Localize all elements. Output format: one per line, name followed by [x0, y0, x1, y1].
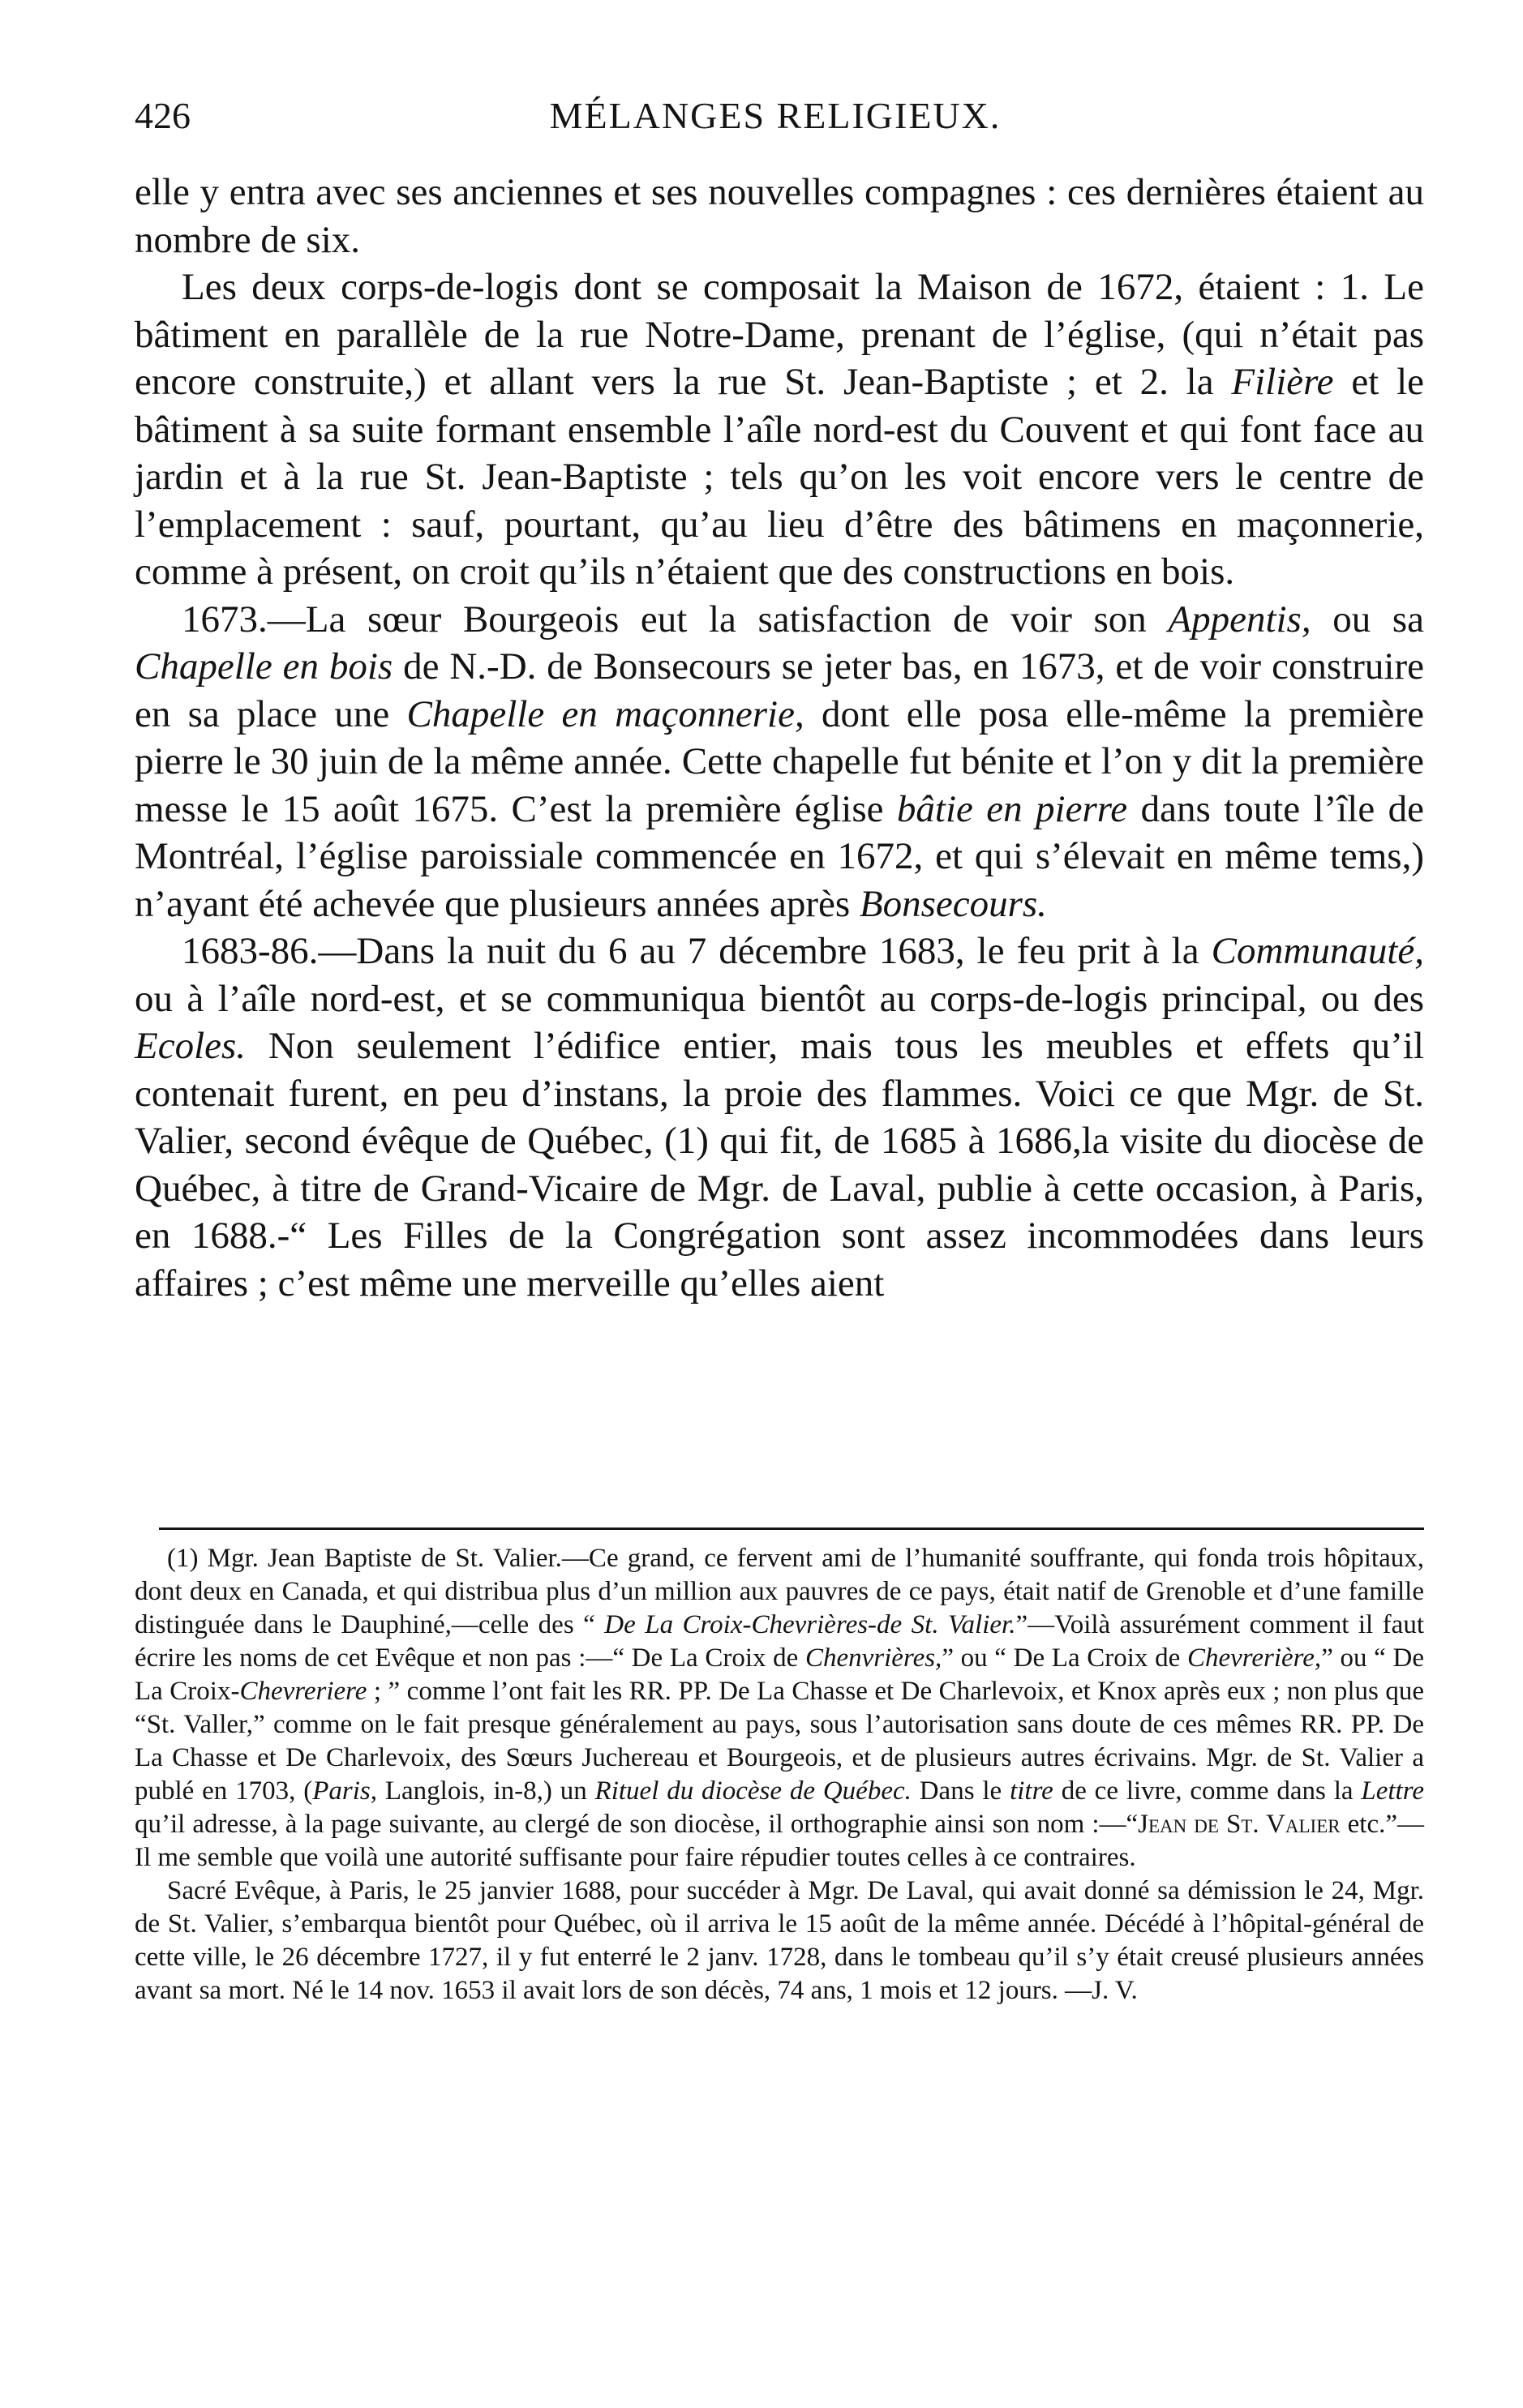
footnote-signature: —J. V.: [1065, 1976, 1138, 2005]
main-text: [135, 169, 1424, 1307]
page-number: 426: [135, 95, 191, 136]
footnote-1-continued: Sacré Evêque, à Paris, le 25 janvier 1688, pour succéder à Mgr. De Laval, qui avait donné sa démission le 24, Mgr. de St. Valier, s’embarqua bientôt pour Québec, où il arriva le 15 août de la même année. Décédé à l’hôpital-général de cette ville, le 26 décembre 1727, il y fut enterré le 2 janv. 1728, dans le tombeau qu’il s’y était creusé plusieurs années avant sa mort. Né le 14 nov. 1653 il avait lors de son décès, 74 ans, 1 mois et 12 jours. —J. V.: [135, 1876, 1424, 2005]
footnote-divider: [159, 1527, 1424, 1530]
paragraph-1683-86: 1683-86.—Dans la nuit du 6 au 7 décembre 1683, le feu prit à la Communauté, ou à l’aîle nord-est, et se communiqua bientôt au corps-de-logis principal, ou des Ecoles. Non seulement l’édifice entier, mais tous les meubles et effets qu’il contenait furent, en peu d’instans, la proie des flammes. Voici ce que Mgr. de St. Valier, second évêque de Québec, (1) qui fit, de 1685 à 1686,la visite du diocèse de Québec, à titre de Grand-Vicaire de Mgr. de Laval, publie à cette occasion, à Paris, en 1688.-“ Les Filles de la Congrégation sont assez incommodées dans leurs affaires ; c’est même une merveille qu’elles aient: [135, 930, 1424, 1305]
paragraph-two-buildings: Les deux corps-de-logis dont se composait la Maison de 1672, étaient : 1. Le bâtiment en parallèle de la rue Notre-Dame, prenant de l’église, (qui n’était pas encore construite,) et allant vers la rue St. Jean-Baptiste ; et 2. la Filière et le bâtiment à sa suite formant ensemble l’aîle nord-est du Couvent et qui font face au jardin et à la rue St. Jean-Baptiste ; tels qu’on les voit encore vers le centre de l’emplacement : sauf, pourtant, qu’au lieu d’être des bâtimens en maçonnerie, comme à présent, on croit qu’ils n’étaient que des constructions en bois.: [135, 266, 1424, 593]
footnotes: [135, 1542, 1424, 2007]
paragraph-1673: 1673.—La sœur Bourgeois eut la satisfaction de voir son Appentis, ou sa Chapelle en bois de N.-D. de Bonsecours se jeter bas, en 1673, et de voir construire en sa place une Chapelle en maçonnerie, dont elle posa elle-même la première pierre le 30 juin de la même année. Cette chapelle fut bénite et l’on y dit la première messe le 15 août 1675. C’est la première église bâtie en pierre dans toute l’île de Montréal, l’église paroissiale commencée en 1672, et qui s’élevait en même tems,) n’ayant été achevée que plusieurs années après Bonsecours.: [135, 598, 1425, 925]
page-header: [135, 88, 1416, 144]
paragraph-continuation: elle y entra avec ses anciennes et ses nouvelles compagnes : ces dernières étaient au nombre de six.: [135, 171, 1424, 261]
running-title: MÉLANGES RELIGIEUX.: [549, 95, 1002, 136]
footnote-1: (1) Mgr. Jean Baptiste de St. Valier.—Ce grand, ce fervent ami de l’humanité souffrante, qui fonda trois hôpitaux, dont deux en Canada, et qui distribua plus d’un million aux pauvres de ce pays, était natif de Grenoble et d’une famille distinguée dans le Dauphiné,—celle des “ De La Croix-Chevrières-de St. Valier.”—Voilà assurément comment il faut écrire les noms de cet Evêque et non pas :—“ De La Croix de Chenvrières,” ou “ De La Croix de Chevrerière,” ou “ De La Croix-Chevreriere ; ” comme l’ont fait les RR. PP. De La Chasse et De Charlevoix, et Knox après eux ; non plus que “St. Valler,” comme on le fait presque généralement au pays, sous l’autorisation sans doute de ces mêmes RR. PP. De La Chasse et De Charlevoix, des Sœurs Juchereau et Bourgeois, et de plusieurs autres écrivains. Mgr. de St. Valier a publé en 1703, (Paris, Langlois, in-8,) un Rituel du diocèse de Québec. Dans le titre de ce livre, comme dans la Lettre qu’il adresse, à la page suivante, au clergé de son diocèse, il orthographie ainsi son nom :—“Jean de St. Valier etc.”—Il me semble que voilà une autorité suffisante pour faire répudier toutes celles à ce contraires.: [135, 1544, 1425, 1872]
